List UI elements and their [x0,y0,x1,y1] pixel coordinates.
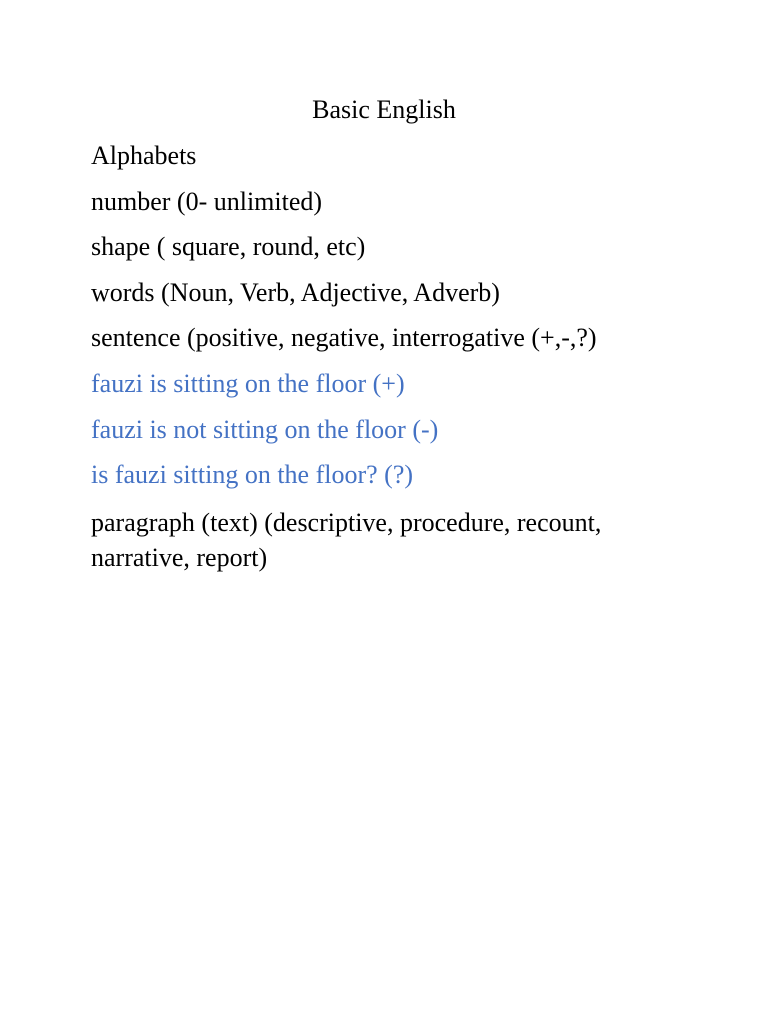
line-shape: shape ( square, round, etc) [91,232,366,262]
example-interrogative-sentence: is fauzi sitting on the floor? (?) [91,460,414,490]
line-alphabets: Alphabets [91,141,197,170]
example-positive-sentence: fauzi is sitting on the floor (+) [91,368,405,398]
line-sentence: sentence (positive, negative, interrogative (+,-,?) [91,323,597,353]
document-title: Basic English [312,95,456,124]
example-negative-sentence: fauzi is not sitting on the floor (-) [91,414,439,444]
line-words: words (Noun, Verb, Adjective, Adverb) [91,277,500,307]
line-paragraph: paragraph (text) (descriptive, procedure, recount, narrative, report) [91,507,602,572]
line-number: number (0- unlimited) [91,186,323,216]
document-body [91,140,691,588]
